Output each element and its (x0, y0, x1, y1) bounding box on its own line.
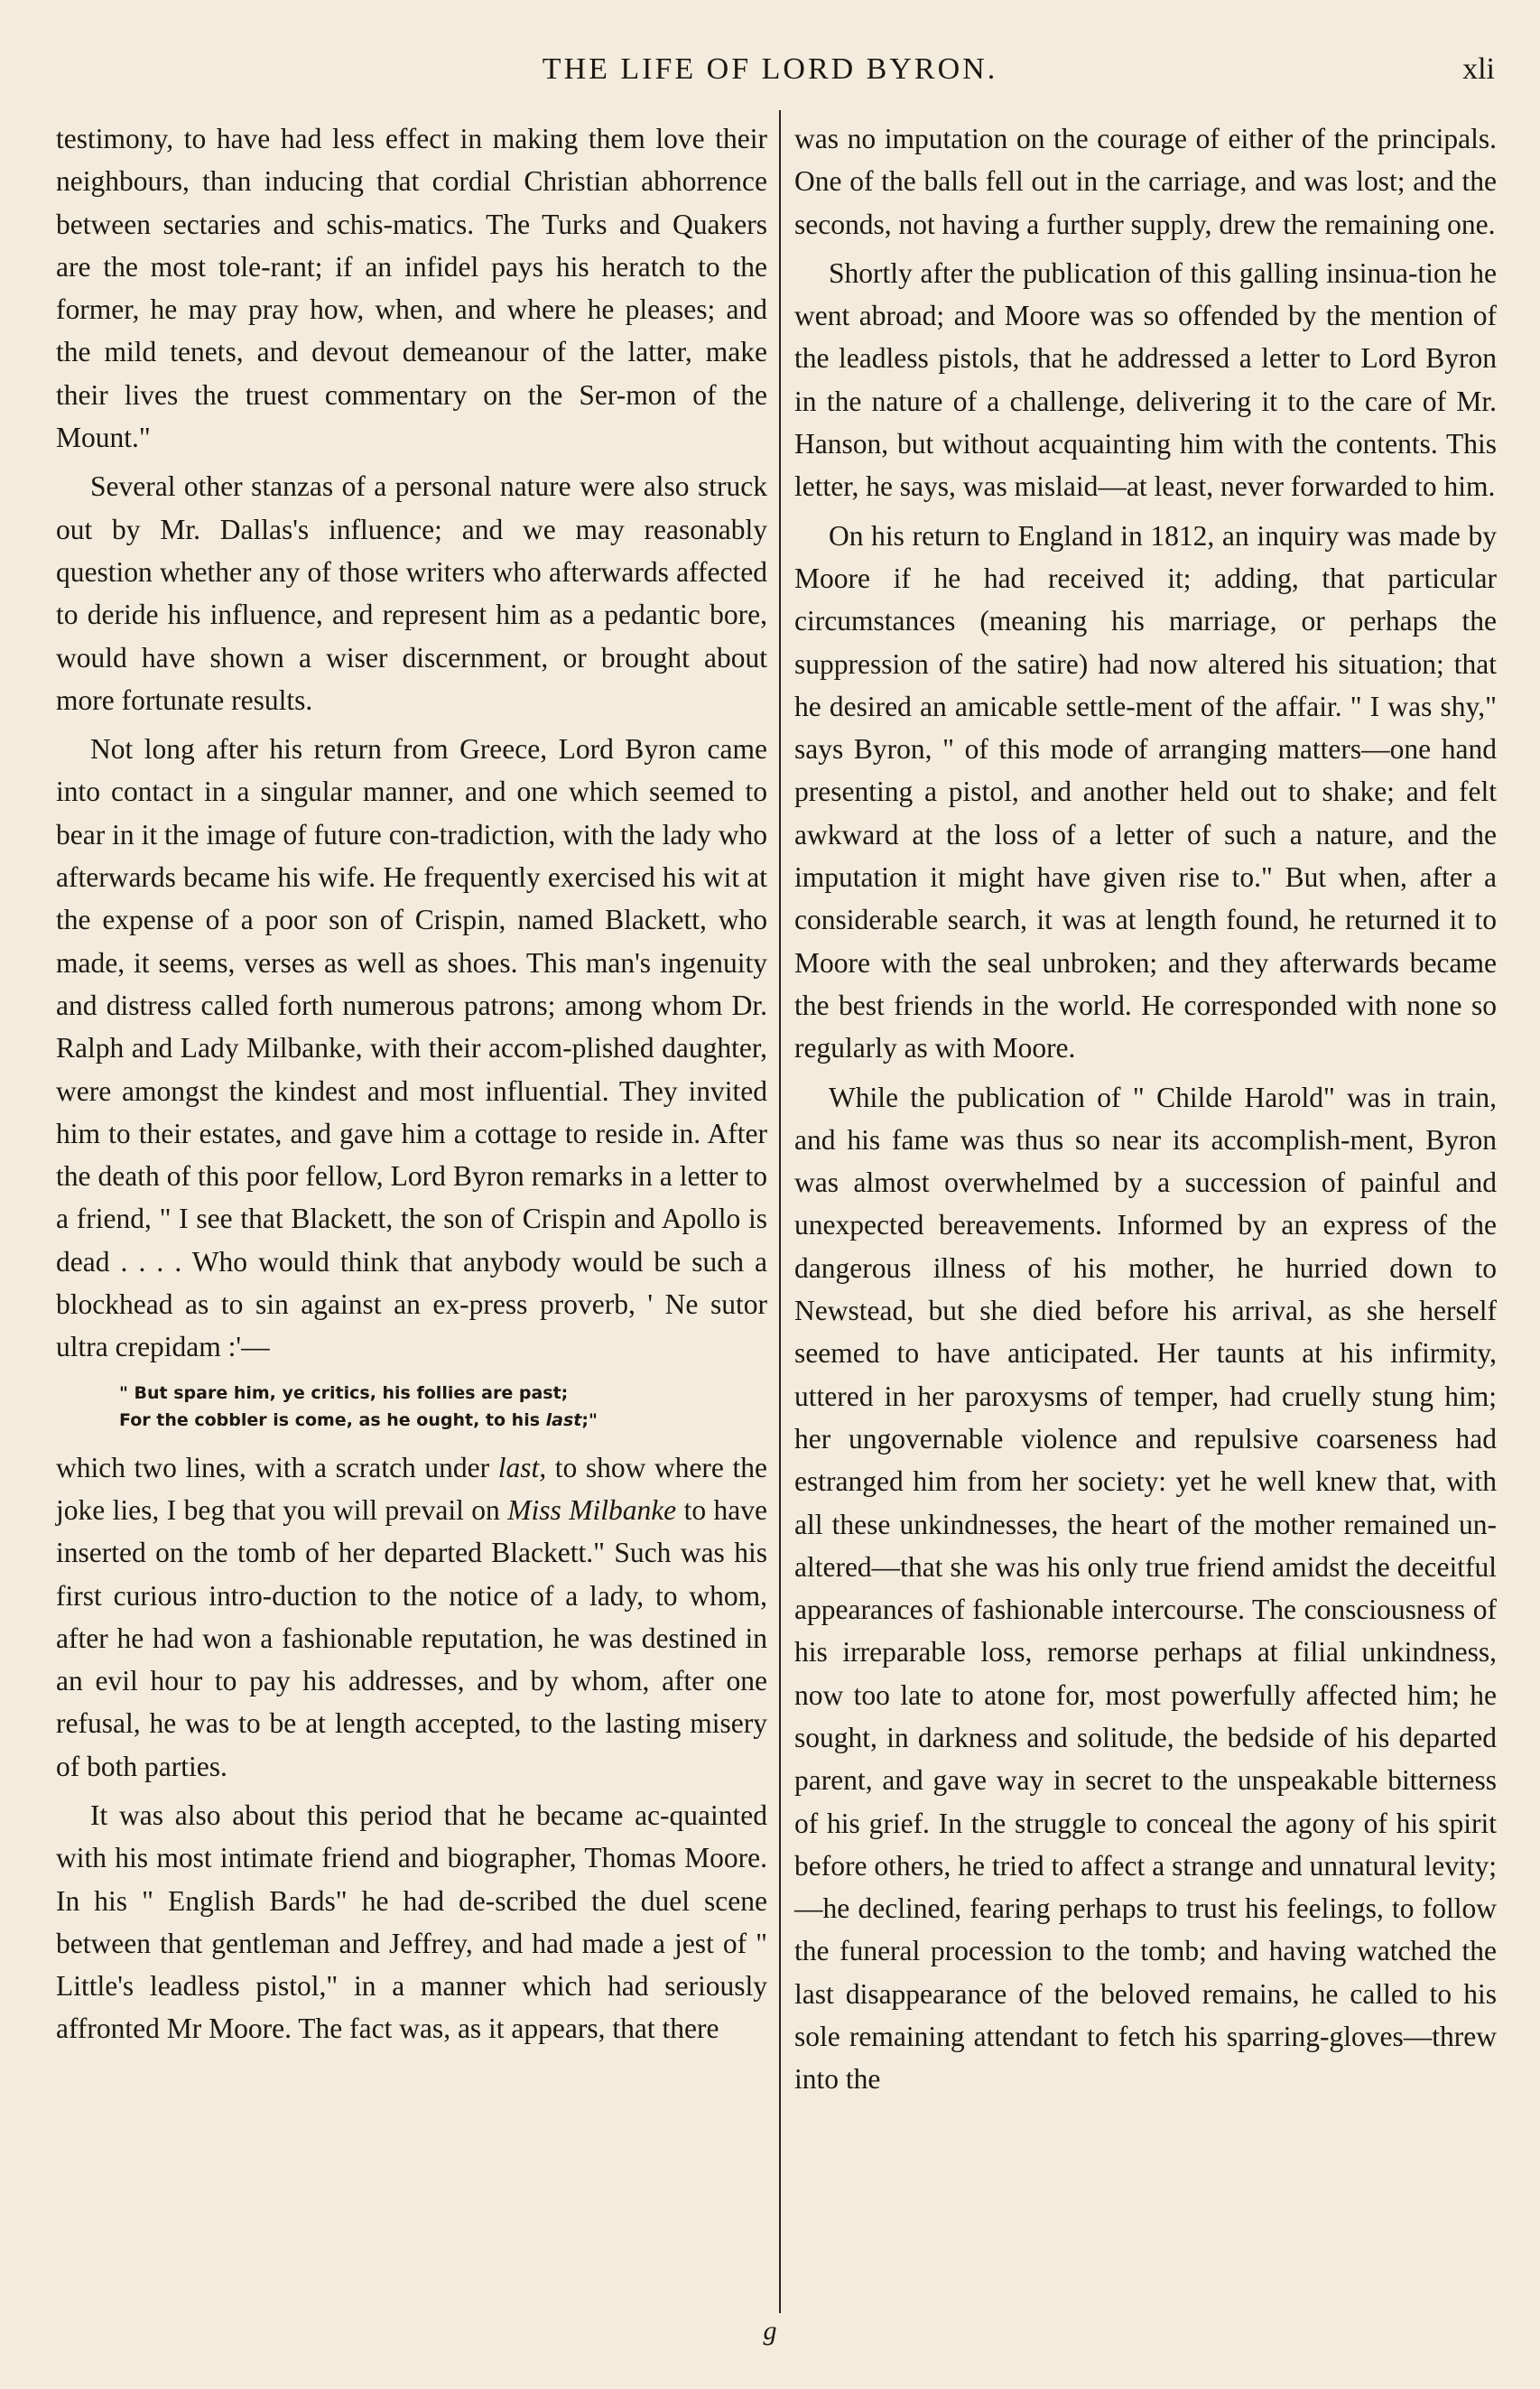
right-column (794, 117, 1497, 2107)
verse-quotation (56, 1380, 767, 1434)
verse-text: ;" (581, 1409, 598, 1430)
paragraph: It was also about this period that he became ac-quainted with his most intimate friend and biographer, Thomas Moore. In his " English Bards" he had de-scribed the duel scene between that gentleman and Jeffrey, and had made a jest of " Little's leadless pistol," in a manner which had seriously affronted Mr Moore. The fact was, as it appears, that there (56, 1799, 767, 2045)
paragraph: Not long after his return from Greece, Lord Byron came into contact in a singular manner, and one which seemed to bear in it the image of future con-tradiction, with the lady who afterwards became his wife. He frequently exercised his wit at the expense of a poor son of Crispin, named Blackett, who made, it seems, verses as well as shoes. This man's ingenuity and distress called forth numerous patrons; among whom Dr. Ralph and Lady Milbanke, with their accom-plished daughter, were amongst the kindest and most influential. They invited him to their estates, and gave him a cottage to reside in. After the death of this poor fellow, Lord Byron remarks in a letter to a friend, " I see that Blackett, the son of Crispin and Apollo is dead . . . . Who would think that anybody would be such a blockhead as to sin against an ex-press proverb, ' Ne sutor ultra crepidam :'— (56, 733, 767, 1363)
paragraph: On his return to England in 1812, an inquiry was made by Moore if he had received it; adding, that particular circumstances (meaning his marriage, or perhaps the suppression of the satire) had now altered his situation; that he desired an amicable settle-ment of the affair. " I was shy," says Byron, " of this mode of arranging matters—one hand presenting a pistol, and another held out to shake; and felt awkward at the loss of a letter of such a nature, and the imputation it might have given rise to." But when, after a considerable search, it was at length found, he returned it to Moore with the seal unbroken; and they afterwards became the best friends in the world. He corresponded with none so regularly as with Moore. (794, 519, 1497, 1064)
verse-line (56, 1407, 767, 1434)
paragraph: was no imputation on the courage of either of the principals. One of the balls fell out in the carriage, and was lost; and the seconds, not having a further supply, drew the remaining one. (794, 123, 1497, 240)
text-run: to show where the joke lies, I beg that you will prevail on (56, 1451, 767, 1526)
text-run: to have inserted on the tomb of her departed Blackett." Such was his first curious intro-duction to the notice of a lady, to whom, after he had won a fashionable reputation, he was destined in an evil hour to pay his addresses, and by whom, after one refusal, he was to be at length accepted, to the lasting misery of both parties. (56, 1493, 768, 1782)
paragraph: Several other stanzas of a personal nature were also struck out by Mr. Dallas's influence; and we may reasonably question whether any of those writers who afterwards affected to deride his influence, and represent him as a pedantic bore, would have shown a wiser discernment, or brought about more fortunate results. (56, 470, 767, 716)
verse-line: " But spare him, ye critics, his follies are past; (119, 1382, 569, 1403)
paragraph: While the publication of " Childe Harold" was in train, and his fame was thus so near its accomplish-ment, Byron was almost overwhelmed by a succession of painful and unexpected bereavements. Informed by an express of the dangerous illness of his mother, he hurried down to Newstead, but she died before his arrival, as she herself seemed to have anticipated. Her taunts at his infirmity, uttered in her paroxysms of temper, had cruelly stung him; her ungovernable violence and repulsive coarseness had estranged him from her society: yet he well knew that, with all these unkindnesses, the heart of the mother remained un-altered—that she was his only true friend amidst the deceitful appearances of fashionable intercourse. The consciousness of his irreparable loss, remorse perhaps at filial unkindness, now too late to atone for, most powerfully affected him; he sought, in darkness and solitude, the bedside of his departed parent, and gave way in secret to the unspeakable bitterness of his grief. In the struggle to conceal the agony of his spirit before others, he tried to affect a strange and unnatural levity;—he declined, fearing perhaps to trust his feelings, to follow the funeral procession to the tomb; and having watched the last disappearance of the beloved remains, he called to his sole remaining attendant to fetch his sparring-gloves—threw into the (794, 1081, 1497, 2096)
paragraph: Shortly after the publication of this galling insinua-tion he went abroad; and Moore was so offended by the mention of the leadless pistols, that he addressed a letter to Lord Byron in the nature of a challenge, delivering it to the care of Mr. Hanson, but without acquainting him with the contents. This letter, he says, was mislaid—at least, never forwarded to him. (794, 256, 1497, 503)
emphasis: last, (497, 1451, 547, 1483)
emphasis: Miss Milbanke (507, 1493, 677, 1526)
page-number: xli (1462, 52, 1495, 86)
verse-text: For the cobbler is come, as he ought, to his (119, 1409, 546, 1430)
paragraph: testimony, to have had less effect in making them love their neighbours, than inducing that cordial Christian abhorrence between sectaries and schis-matics. The Turks and Quakers are the most tole-rant; if an infidel pays his heratch to the former, he may pray how, when, and where he pleases; and the mild tenets, and devout demeanour of the latter, make their lives the truest commentary on the Ser-mon of the Mount." (56, 123, 767, 454)
paragraph (56, 1446, 767, 1788)
verse-emphasis: last (545, 1409, 582, 1430)
column-rule (779, 110, 781, 2313)
running-header (0, 47, 1540, 101)
running-title: THE LIFE OF LORD BYRON. (542, 52, 998, 86)
signature-mark: g (763, 2316, 777, 2346)
left-column (56, 117, 767, 2057)
text-run: which two lines, with a scratch under (56, 1451, 498, 1483)
